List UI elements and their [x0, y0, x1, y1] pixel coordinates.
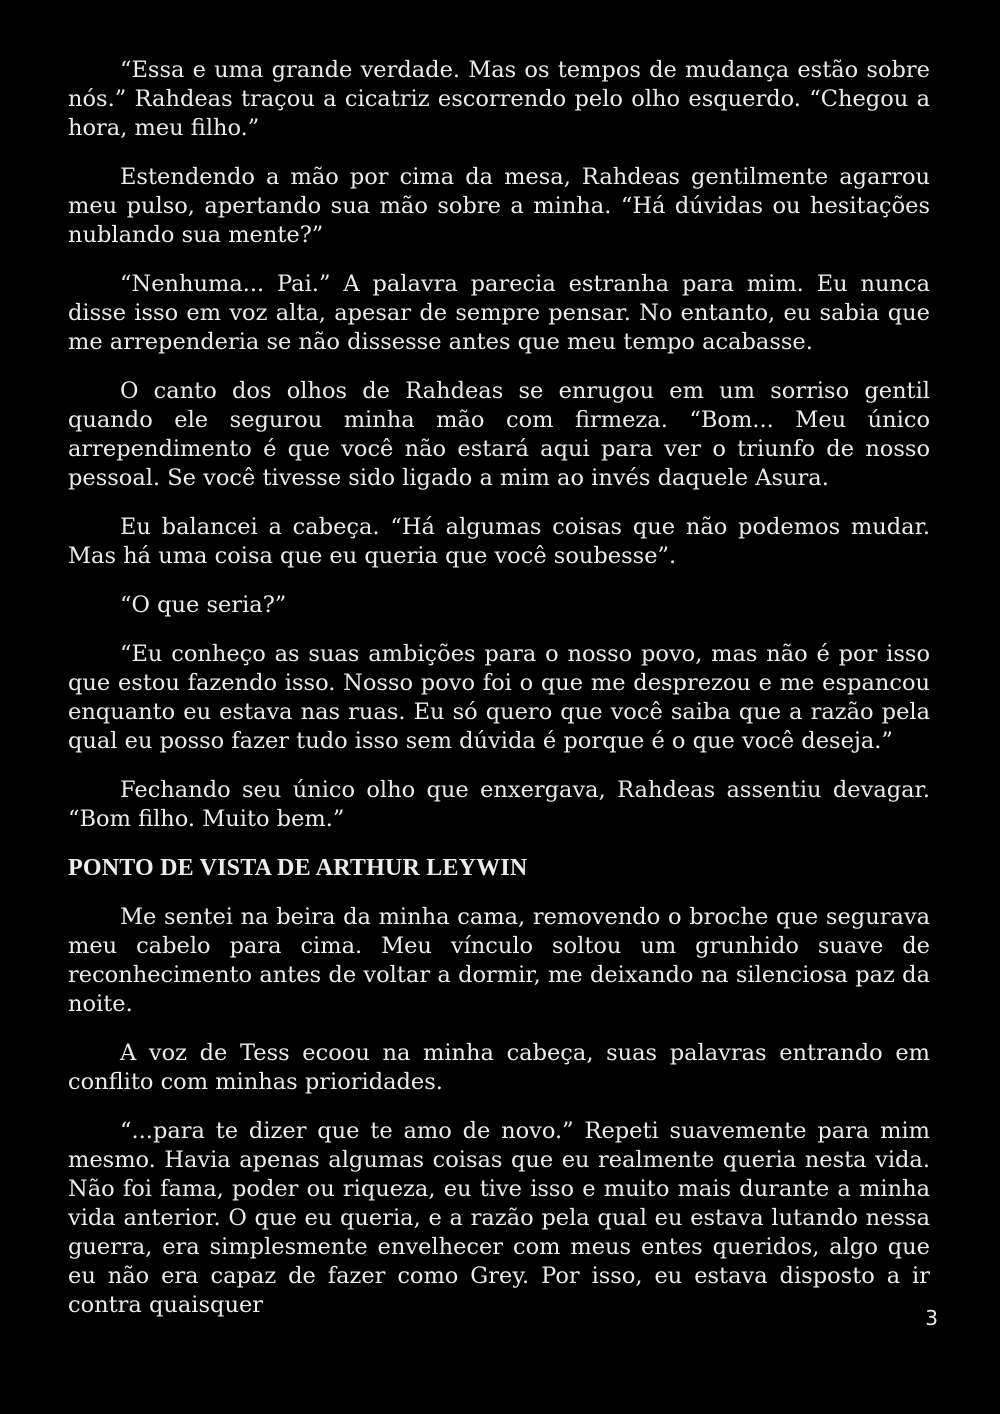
paragraph: Fechando seu único olho que enxergava, Rahdeas assentiu devagar. “Bom filho. Muito bem.”	[68, 777, 930, 832]
paragraph: A voz de Tess ecoou na minha cabeça, suas palavras entrando em conflito com minhas prioridades.	[68, 1040, 930, 1095]
paragraph: “O que seria?”	[120, 592, 287, 618]
paragraph: “...para te dizer que te amo de novo.” Repeti suavemente para mim mesmo. Havia apenas algumas coisas que eu realmente queria nesta vida. Não foi fama, poder ou riqueza, eu tive isso e muito mais durante a minha vida anterior. O que eu queria, e a razão pela qual eu estava lutando nessa guerra, era simplesmente envelhecer com meus entes queridos, algo que eu não era capaz de fazer como Grey. Por isso, eu estava disposto a ir contra quaisquer	[68, 1118, 930, 1318]
section-heading: PONTO DE VISTA DE ARTHUR LEYWIN	[68, 855, 528, 881]
page-number: 3	[925, 1306, 938, 1330]
document-page	[68, 56, 930, 1340]
paragraph: Me sentei na beira da minha cama, removendo o broche que segurava meu cabelo para cima. Meu vínculo soltou um grunhido suave de reconhecimento antes de voltar a dormir, me deixando na silenciosa paz da noite.	[68, 904, 930, 1017]
paragraph: Estendendo a mão por cima da mesa, Rahdeas gentilmente agarrou meu pulso, apertando sua mão sobre a minha. “Há dúvidas ou hesitações nublando sua mente?”	[68, 164, 930, 248]
paragraph: “Nenhuma... Pai.” A palavra parecia estranha para mim. Eu nunca disse isso em voz alta, apesar de sempre pensar. No entanto, eu sabia que me arrependeria se não dissesse antes que meu tempo acabasse.	[68, 271, 930, 355]
paragraph: O canto dos olhos de Rahdeas se enrugou em um sorriso gentil quando ele segurou minha mão com firmeza. “Bom... Meu único arrependimento é que você não estará aqui para ver o triunfo de nosso pessoal. Se você tivesse sido ligado a mim ao invés daquele Asura.	[68, 378, 930, 491]
paragraph: Eu balancei a cabeça. “Há algumas coisas que não podemos mudar. Mas há uma coisa que eu queria que você soubesse”.	[68, 514, 930, 569]
paragraph: “Eu conheço as suas ambições para o nosso povo, mas não é por isso que estou fazendo isso. Nosso povo foi o que me desprezou e me espancou enquanto eu estava nas ruas. Eu só quero que você saiba que a razão pela qual eu posso fazer tudo isso sem dúvida é porque é o que você deseja.”	[68, 641, 930, 754]
paragraph: “Essa e uma grande verdade. Mas os tempos de mudança estão sobre nós.” Rahdeas traçou a cicatriz escorrendo pelo olho esquerdo. “Chegou a hora, meu filho.”	[68, 57, 930, 141]
